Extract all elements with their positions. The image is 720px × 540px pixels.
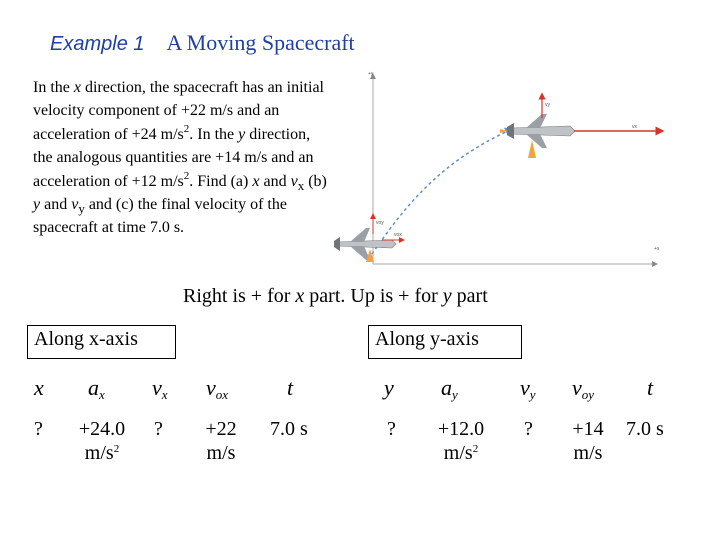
header-y: y — [384, 375, 394, 400]
header-x: x — [34, 375, 44, 400]
spacecraft-initial-icon — [334, 216, 402, 262]
vy-label: vy — [545, 102, 550, 108]
title-heading: A Moving Spacecraft — [166, 30, 355, 55]
y-variable-table — [0, 375, 720, 475]
value-voy: +14 m/s — [572, 418, 604, 464]
along-y-axis-label: Along y-axis — [368, 325, 522, 359]
header-t: t — [287, 375, 294, 400]
header-vy: $v_y$ — [520, 375, 536, 402]
value-ay: +12.0 $m/s^2$ — [437, 418, 485, 464]
y-axis-label: +y — [368, 71, 374, 77]
vx-label: vx — [632, 124, 637, 130]
vox-label: vox — [394, 232, 402, 238]
trajectory-path — [372, 130, 510, 254]
spacecraft-diagram — [330, 66, 670, 302]
value-t-y: 7.0 s — [626, 418, 664, 440]
header-ay: $a_y$ — [441, 375, 458, 402]
value-vy: ? — [524, 418, 533, 440]
problem-statement: In the x direction, the spacecraft has an initial velocity component of +22 m/s and an acceleration of +24 $m/s^2$. In the y direction, the analogous quantities are +14 m/s and an acceleration of +12 $m/s^2$. Find (a) x and $v_x$ (b) y and $v_y$ and (c) the final velocity of the spacecraft at time 7.0 s. — [33, 79, 327, 237]
header-t-y: t — [647, 375, 654, 400]
header-vx: $v_x$ — [152, 375, 168, 402]
sign-convention-note: Right is + for x part. Up is + for y part — [183, 285, 488, 307]
value-ax: +24.0 $m/s^2$ — [78, 418, 126, 464]
header-vox: $v_{ox}$ — [206, 375, 229, 402]
slide-title — [50, 30, 355, 56]
example-label: Example 1 — [50, 33, 145, 55]
along-x-axis-label: Along x-axis — [27, 325, 176, 359]
header-ax: $a_x$ — [88, 375, 105, 402]
value-x: ? — [34, 418, 43, 440]
value-y: ? — [387, 418, 396, 440]
voy-label: voy — [376, 220, 384, 226]
value-vox: +22 m/s — [205, 418, 237, 464]
x-axis-label: +x — [654, 246, 660, 252]
value-vx: ? — [154, 418, 163, 440]
value-t: 7.0 s — [270, 418, 308, 440]
header-voy: $v_{oy}$ — [572, 375, 595, 402]
